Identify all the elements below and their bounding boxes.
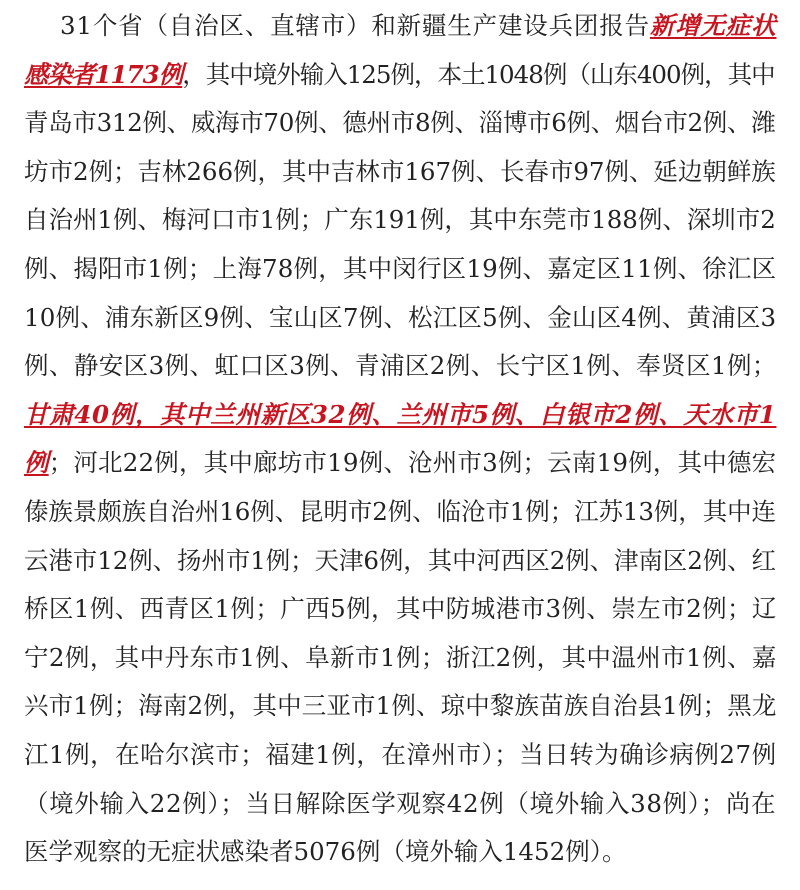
body-text: 宁2例，其中丹东市1例、阜新市1例；浙江2例，其中温州市1例、嘉: [24, 642, 777, 672]
highlighted-text: 新增无症状: [649, 11, 777, 40]
body-text: （境外输入22例）；当日解除医学观察42例（境外输入38例）；尚在: [24, 788, 777, 818]
body-text: 江1例，在哈尔滨市；福建1例，在漳州市）；当日转为确诊病例27例: [24, 740, 777, 769]
text-line: [60, 6, 777, 46]
text-line: [24, 200, 776, 240]
body-text: 例、揭阳市1例；上海78例，其中闵行区19例、嘉定区11例、徐汇区: [24, 254, 777, 283]
body-text: 10例、浦东新区9例、宝山区7例、松江区5例、金山区4例、黄浦区3: [24, 302, 777, 332]
text-line: [24, 395, 776, 435]
body-text: 例、静安区3例、虹口区3例、青浦区2例、长宁区1例、奉贤区1例；: [24, 351, 777, 381]
body-text: 云港市12例、扬州市1例；天津6例，其中河西区2例、津南区2例、红: [24, 545, 776, 575]
body-text: ，其中境外输入125例，本土1048例（山东400例，其中: [182, 59, 775, 89]
text-line: [24, 541, 776, 581]
text-line: [24, 686, 776, 726]
body-text: 31个省（自治区、直辖市）和新疆生产建设兵团报告: [60, 11, 650, 40]
highlighted-text: 甘肃40例，其中兰州新区32例、兰州市5例、白银市2例、天水市1: [24, 399, 777, 429]
text-line: [24, 492, 776, 532]
text-line: [24, 55, 775, 95]
text-line: [24, 638, 777, 678]
body-text: ；河北22例，其中廊坊市19例、沧州市3例；云南19例，其中德宏: [48, 448, 777, 478]
body-text: 青岛市312例、威海市70例、德州市8例、淄博市6例、烟台市2例、潍: [24, 108, 776, 138]
body-text: 医学观察的无症状感染者5076例（境外输入1452例）。: [24, 837, 627, 867]
text-line: [24, 735, 777, 775]
text-line: [24, 103, 775, 143]
text-line: [24, 249, 776, 289]
text-line: [24, 784, 776, 824]
text-line: [24, 832, 626, 872]
text-line: [24, 443, 776, 483]
highlighted-text: 感染者1173例: [24, 59, 183, 89]
body-text: 兴市1例；海南2例，其中三亚市1例、琼中黎族苗族自治县1例；黑龙: [24, 691, 777, 721]
body-text: 自治州1例、梅河口市1例；广东191例，其中东莞市188例、深圳市2: [24, 205, 776, 235]
text-line: [24, 346, 777, 386]
text-line: [24, 589, 777, 629]
text-line: [24, 298, 776, 338]
highlighted-text: 例: [24, 448, 49, 478]
body-text: 桥区1例、西青区1例；广西5例，其中防城港市3例、崇左市2例；辽: [24, 594, 777, 624]
text-line: [24, 152, 776, 192]
body-text: 坊市2例；吉林266例，其中吉林市167例、长春市97例、延边朝鲜族: [24, 156, 776, 186]
body-text: 傣族景颇族自治州16例、昆明市2例、临沧市1例；江苏13例，其中连: [24, 497, 776, 526]
